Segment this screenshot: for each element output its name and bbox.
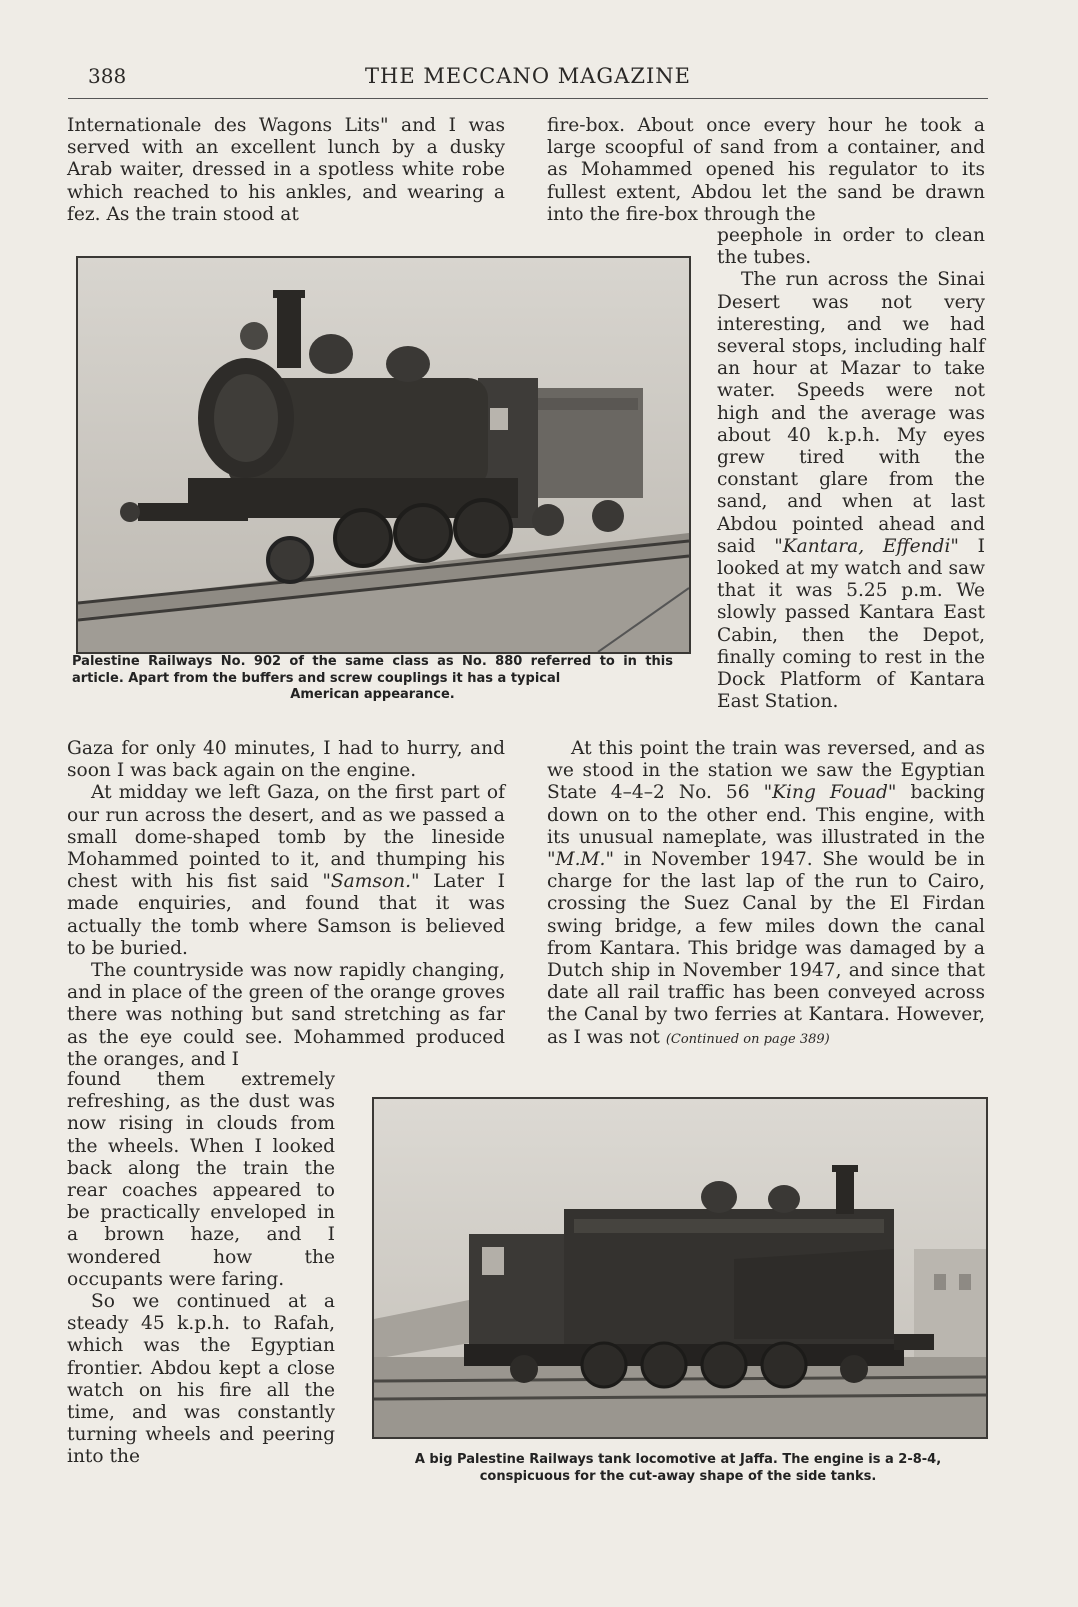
right-narrow-column xyxy=(717,225,985,713)
italic-text: "Kantara, Effendi" xyxy=(774,535,959,557)
italic-text: "Samson." xyxy=(322,871,420,893)
text-run: At this point the train was reversed, and as we stood in the station we saw the Egyptian State 4–4–2 No. 56 xyxy=(547,738,985,804)
caption-text: conspicuous for the cut-away shape of the side tanks. xyxy=(479,1468,877,1484)
tank-locomotive-illustration xyxy=(374,1099,986,1437)
text-run: backing down on to the other end. This engine, with its unusual nameplate, was illustrated in the xyxy=(547,782,985,848)
tank-locomotive-photo xyxy=(372,1097,988,1439)
text-run: in November 1947. She would be in charge for the last lap of the run to Cairo, crossing the Suez Canal by the El Firdan swing bridge, a few miles down the canal from Kantara. This bridge was damaged by a Dutch ship in November 1947, and since that date all rail traffic has been conveyed across the Canal by two ferries at Kantara. However, as I was not xyxy=(547,849,985,1048)
caption-text: Palestine Railways No. 902 of the same class as No. 880 referred to in this article. Apart from the buffers and screw couplings it has a typical xyxy=(72,654,673,686)
figure-caption xyxy=(72,654,673,704)
paragraph xyxy=(67,782,505,960)
locomotive-902-photo xyxy=(76,256,691,654)
magazine-title: THE MECCANO MAGAZINE xyxy=(365,64,691,88)
page-number: 388 xyxy=(88,64,127,88)
paragraph: The countryside was now rapidly changing, and in place of the green of the orange groves there was nothing but sand stretching as far as the eye could see. Mohammed produced the oranges, and I xyxy=(67,960,505,1070)
italic-text: "M.M." xyxy=(547,849,615,871)
caption-text: A big Palestine Railways tank locomotive at Jaffa. The engine is a 2-8-4, xyxy=(414,1452,942,1467)
paragraph: So we continued at a steady 45 k.p.h. to Rafah, which was the Egyptian frontier. Abdou kept a close watch on his fire all the time, and was constantly turning wheels and peering into the xyxy=(67,1291,335,1468)
text-run: The run across the Sinai Desert was not very interesting, and we had several stops, including half an hour at Mazar to take water. Speeds were not high and the average was about 40 k.p.h. My eyes grew tired with the constant glare from the sand, and when at last Abdou pointed ahead and said xyxy=(717,269,985,557)
right-column-top xyxy=(547,115,985,226)
continued-note: (Continued on page 389) xyxy=(665,1031,830,1047)
paragraph: Internationale des Wagons Lits" and I was served with an excellent lunch by a dusky Arab waiter, dressed in a spotless white robe which reached to his ankles, and wearing a fez. As the train stood at xyxy=(67,115,505,225)
locomotive-902-illustration xyxy=(78,258,689,652)
paragraph: fire-box. About once every hour he took a large scoopful of sand from a container, and as Mohammed opened his regulator to its fullest extent, Abdou let the sand be drawn into the fire-box through the xyxy=(547,115,985,225)
figure-caption xyxy=(372,1452,984,1485)
paragraph: Gaza for only 40 minutes, I had to hurry, and soon I was back again on the engine. xyxy=(67,738,505,782)
italic-text: "King Fouad" xyxy=(763,782,897,804)
left-column-middle xyxy=(67,738,505,1071)
left-column-top xyxy=(67,115,505,226)
right-column-middle xyxy=(547,738,985,1051)
paragraph xyxy=(547,738,985,1051)
left-narrow-column xyxy=(67,1069,335,1469)
text-run: At midday we left Gaza, on the first part of our run across the desert, and as we passed a small dome-shaped tomb by the lineside Mohammed pointed to it, and thumping his chest with his fist said xyxy=(67,782,505,893)
paragraph xyxy=(717,269,985,713)
text-run: Later I made enquiries, and found that it was actually the tomb where Samson is believed to be buried. xyxy=(67,871,506,959)
text-run: I looked at my watch and saw that it was 5.25 p.m. We slowly passed Kantara East Cabin, then the Depot, finally coming to rest in the Dock Platform of Kantara East Station. xyxy=(717,535,986,713)
caption-text: American appearance. xyxy=(290,687,455,702)
page-header xyxy=(68,62,988,99)
paragraph: found them extremely refreshing, as the dust was now rising in clouds from the wheels. When I looked back along the train the rear coaches appeared to be practically enveloped in a brown haze, and I wondered how the occupants were faring. xyxy=(67,1069,335,1290)
paragraph: peephole in order to clean the tubes. xyxy=(717,225,985,269)
